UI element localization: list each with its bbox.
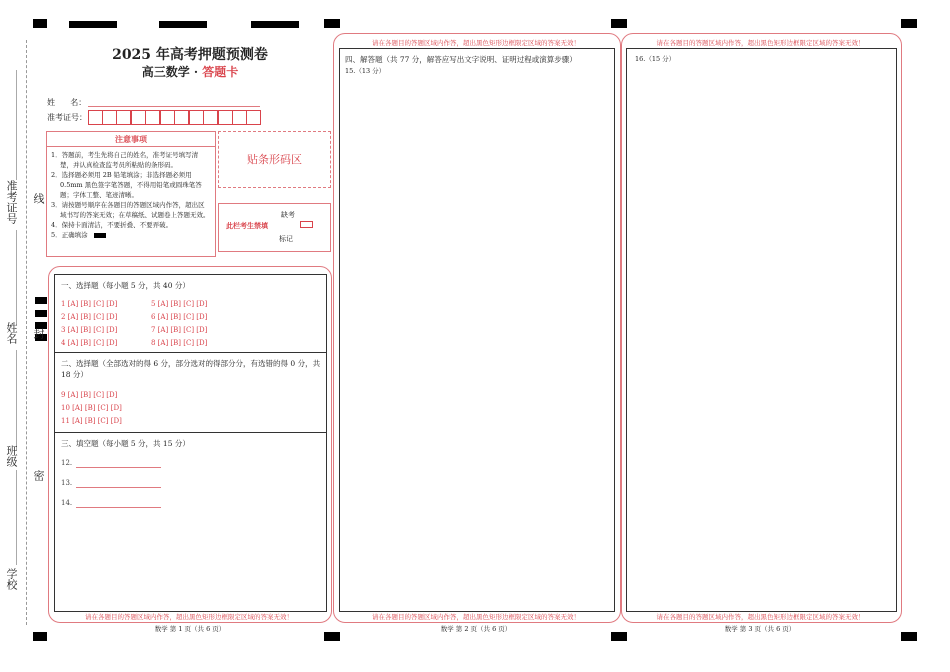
choice-row[interactable]: 11 [A] [B] [C] [D] bbox=[61, 417, 122, 425]
page3-warning: 请在各题目的答题区域内作答，超出黑色矩形边框限定区域的答案无效！ bbox=[656, 613, 865, 621]
page2-top-warning: 请在各题目的答题区域内作答，超出黑色矩形边框限定区域的答案无效！ bbox=[372, 39, 580, 47]
timing-mark bbox=[33, 632, 47, 641]
notice-item: 1．答题前，考生先将自己的姓名，准考证号填写清楚，并认真检查监考员所粘贴的条形码。 bbox=[51, 151, 199, 169]
page-title: 2025 年高考押题预测卷 bbox=[112, 47, 268, 63]
section3-title: 三、填空题（每小题 5 分，共 15 分） bbox=[61, 439, 190, 448]
section1-title: 一、选择题（每小题 5 分，共 40 分） bbox=[61, 281, 190, 290]
choice-row[interactable]: 8 [A] [B] [C] [D] bbox=[151, 339, 208, 347]
section2-title: 二、选择题（全部选对的得 6 分，部分选对的得部分分，有选错的得 0 分，共 18 分） bbox=[61, 359, 321, 379]
sidebar-line bbox=[16, 470, 17, 565]
timing-mark bbox=[159, 21, 207, 28]
blank-number: 13. bbox=[61, 479, 73, 487]
absent-que: 缺考 bbox=[281, 211, 295, 219]
sidebar-exam-no: 准考证号 bbox=[5, 180, 18, 224]
name-field[interactable] bbox=[88, 106, 260, 107]
page2-footer: 数学 第 2 页（共 6 页） bbox=[440, 625, 512, 633]
notice-list bbox=[47, 147, 215, 240]
sidebar-school: 学校 bbox=[5, 568, 18, 590]
fill-blank-12[interactable] bbox=[76, 467, 161, 468]
timing-mark bbox=[324, 632, 340, 641]
page3-footer: 数学 第 3 页（共 6 页） bbox=[724, 625, 796, 633]
page2-warning: 请在各题目的答题区域内作答，超出黑色矩形边框限定区域的答案无效！ bbox=[372, 613, 580, 621]
sidebar-mi: 密 bbox=[32, 470, 45, 481]
section3-box bbox=[54, 432, 327, 612]
choice-row[interactable]: 6 [A] [B] [C] [D] bbox=[151, 313, 208, 321]
sidebar-feng: 封 bbox=[32, 328, 45, 339]
sidebar-class: 班级 bbox=[5, 445, 18, 467]
notice-title: 注意事项 bbox=[47, 132, 215, 147]
question-15-box[interactable] bbox=[339, 48, 615, 612]
fill-blank-14[interactable] bbox=[76, 507, 161, 508]
sidebar-line bbox=[16, 70, 17, 180]
choice-row[interactable]: 5 [A] [B] [C] [D] bbox=[151, 300, 208, 308]
timing-mark bbox=[901, 19, 917, 28]
subtitle-subject: 高三数学 · bbox=[141, 65, 203, 79]
choice-row[interactable]: 1 [A] [B] [C] [D] bbox=[61, 300, 118, 308]
exam-no-label: 准考证号： bbox=[47, 113, 87, 122]
blank-number: 14. bbox=[61, 499, 73, 507]
notice-item: 4．保持卡面清洁，不要折叠、不要弄破。 bbox=[51, 221, 173, 229]
notice-item: 3．请按题号顺序在各题目的答题区域内作答，超出区域书写的答案无效；在草稿纸、试题卷上答题无效。 bbox=[51, 201, 210, 219]
page-subtitle bbox=[90, 63, 290, 80]
question-16-label: 16.（15 分） bbox=[635, 55, 676, 63]
timing-mark bbox=[324, 19, 340, 28]
absent-label: 此栏考生禁填 bbox=[226, 221, 268, 230]
blank-number: 12. bbox=[61, 459, 73, 467]
page1-warning: 请在各题目的答题区域内作答，超出黑色矩形边框限定区域的答案无效！ bbox=[85, 613, 293, 621]
absent-box bbox=[218, 203, 331, 252]
sidebar-line bbox=[16, 350, 17, 450]
filled-sample-mark bbox=[94, 233, 106, 238]
absent-biao: 标记 bbox=[279, 235, 293, 243]
question-15-label: 15.（13 分） bbox=[345, 67, 386, 75]
subtitle-card: 答题卡 bbox=[202, 65, 239, 79]
timing-mark bbox=[35, 297, 47, 304]
choice-row[interactable]: 9 [A] [B] [C] [D] bbox=[61, 391, 118, 399]
timing-mark bbox=[69, 21, 117, 28]
absent-checkbox[interactable] bbox=[300, 221, 313, 228]
barcode-label: 贴条形码区 bbox=[247, 153, 302, 166]
timing-mark bbox=[611, 19, 627, 28]
timing-mark bbox=[901, 632, 917, 641]
section4-title: 四、解答题（共 77 分，解答应写出文字说明、证明过程或演算步骤） bbox=[345, 55, 577, 64]
question-16-box[interactable] bbox=[626, 48, 897, 612]
barcode-area bbox=[218, 131, 331, 188]
choice-row[interactable]: 2 [A] [B] [C] [D] bbox=[61, 313, 118, 321]
sidebar-xian: 线 bbox=[32, 193, 45, 204]
timing-mark bbox=[611, 632, 627, 641]
choice-row[interactable]: 3 [A] [B] [C] [D] bbox=[61, 326, 118, 334]
sidebar-name: 姓名 bbox=[5, 322, 18, 344]
choice-row[interactable]: 7 [A] [B] [C] [D] bbox=[151, 326, 208, 334]
binding-dash-line bbox=[26, 40, 27, 625]
page1-footer: 数学 第 1 页（共 6 页） bbox=[154, 625, 226, 633]
notice-item: 2．选择题必须用 2B 铅笔填涂；非选择题必须用 0.5mm 黑色签字笔答题，不得用铅笔或圆珠笔答题；字体工整、笔迹清晰。 bbox=[51, 171, 202, 199]
exam-no-cells[interactable] bbox=[88, 110, 262, 126]
timing-mark bbox=[251, 21, 299, 28]
timing-mark bbox=[33, 19, 47, 28]
sidebar-line bbox=[16, 230, 17, 325]
choice-row[interactable]: 10 [A] [B] [C] [D] bbox=[61, 404, 122, 412]
section2-box bbox=[54, 352, 327, 434]
page3-top-warning: 请在各题目的答题区域内作答，超出黑色矩形边框限定区域的答案无效！ bbox=[656, 39, 865, 47]
name-label: 姓 名： bbox=[47, 98, 87, 107]
notice-box bbox=[46, 131, 216, 257]
notice-item: 5．正确填涂 bbox=[51, 231, 88, 239]
fill-blank-13[interactable] bbox=[76, 487, 161, 488]
timing-mark bbox=[35, 310, 47, 317]
section1-box bbox=[54, 274, 327, 354]
choice-row[interactable]: 4 [A] [B] [C] [D] bbox=[61, 339, 118, 347]
